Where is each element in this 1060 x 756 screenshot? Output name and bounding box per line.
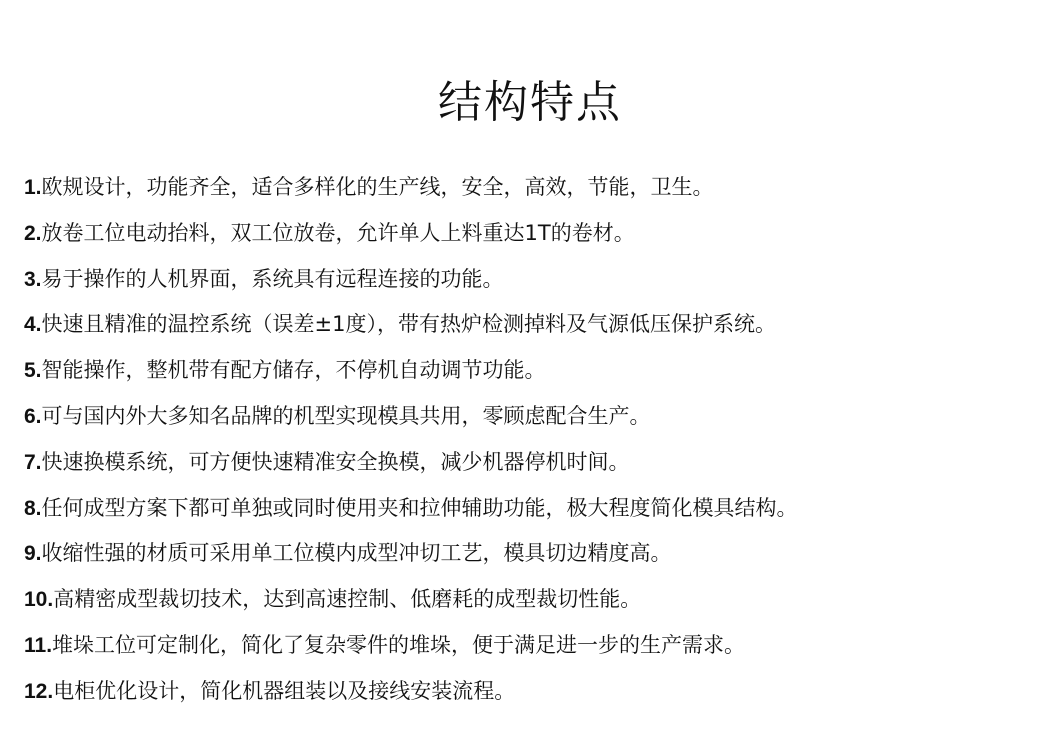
feature-number: 2. (24, 221, 42, 245)
feature-item-12 (24, 674, 1044, 720)
feature-number: 8. (24, 496, 42, 520)
feature-text: 堆垛工位可定制化，简化了复杂零件的堆垛，便于满足进一步的生产需求。 (52, 632, 746, 657)
feature-number: 10. (24, 588, 54, 612)
feature-text: 任何成型方案下都可单独或同时使用夹和拉伸辅助功能，极大程度简化模具结构。 (41, 495, 798, 520)
feature-number: 7. (24, 450, 42, 474)
feature-item-5 (24, 353, 1044, 399)
feature-number: 11. (24, 633, 53, 657)
feature-text: 高精密成型裁切技术，达到高速控制、低磨耗的成型裁切性能。 (53, 587, 642, 612)
feature-item-2 (24, 216, 1044, 262)
feature-text: 可与国内外大多知名品牌的机型实现模具共用，零顾虑配合生产。 (41, 403, 651, 428)
page-title: 结构特点 (438, 77, 622, 129)
feature-text: 快速换模系统，可方便快速精准安全换模，减少机器停机时间。 (41, 449, 630, 474)
feature-text: 快速且精准的温控系统（误差±1度），带有热炉检测掉料及气源低压保护系统。 (41, 312, 776, 337)
feature-text: 欧规设计，功能齐全，适合多样化的生产线，安全，高效，节能，卫生。 (41, 175, 714, 199)
feature-number: 12. (24, 679, 54, 703)
feature-item-8 (24, 491, 1044, 537)
feature-item-4 (24, 307, 1044, 353)
feature-item-9 (24, 536, 1044, 582)
feature-number: 5. (24, 359, 42, 383)
feature-item-10 (24, 582, 1044, 628)
feature-number: 4. (24, 313, 42, 337)
feature-item-11 (24, 628, 1044, 674)
feature-number: 1. (24, 176, 42, 199)
feature-item-7 (24, 445, 1044, 491)
feature-item-1 (24, 170, 1044, 216)
feature-item-6 (24, 399, 1044, 445)
feature-list (24, 170, 1044, 720)
feature-text: 收缩性强的材质可采用单工位模内成型冲切工艺，模具切边精度高。 (41, 541, 672, 566)
feature-item-3 (24, 262, 1044, 308)
feature-text: 放卷工位电动抬料，双工位放卷，允许单人上料重达1T的卷材。 (41, 220, 635, 245)
feature-number: 9. (24, 542, 42, 566)
feature-text: 智能操作，整机带有配方储存，不停机自动调节功能。 (41, 358, 546, 383)
feature-number: 6. (24, 404, 42, 428)
feature-number: 3. (24, 267, 42, 291)
feature-text: 易于操作的人机界面，系统具有远程连接的功能。 (41, 266, 504, 291)
feature-text: 电柜优化设计，简化机器组装以及接线安装流程。 (53, 678, 516, 703)
